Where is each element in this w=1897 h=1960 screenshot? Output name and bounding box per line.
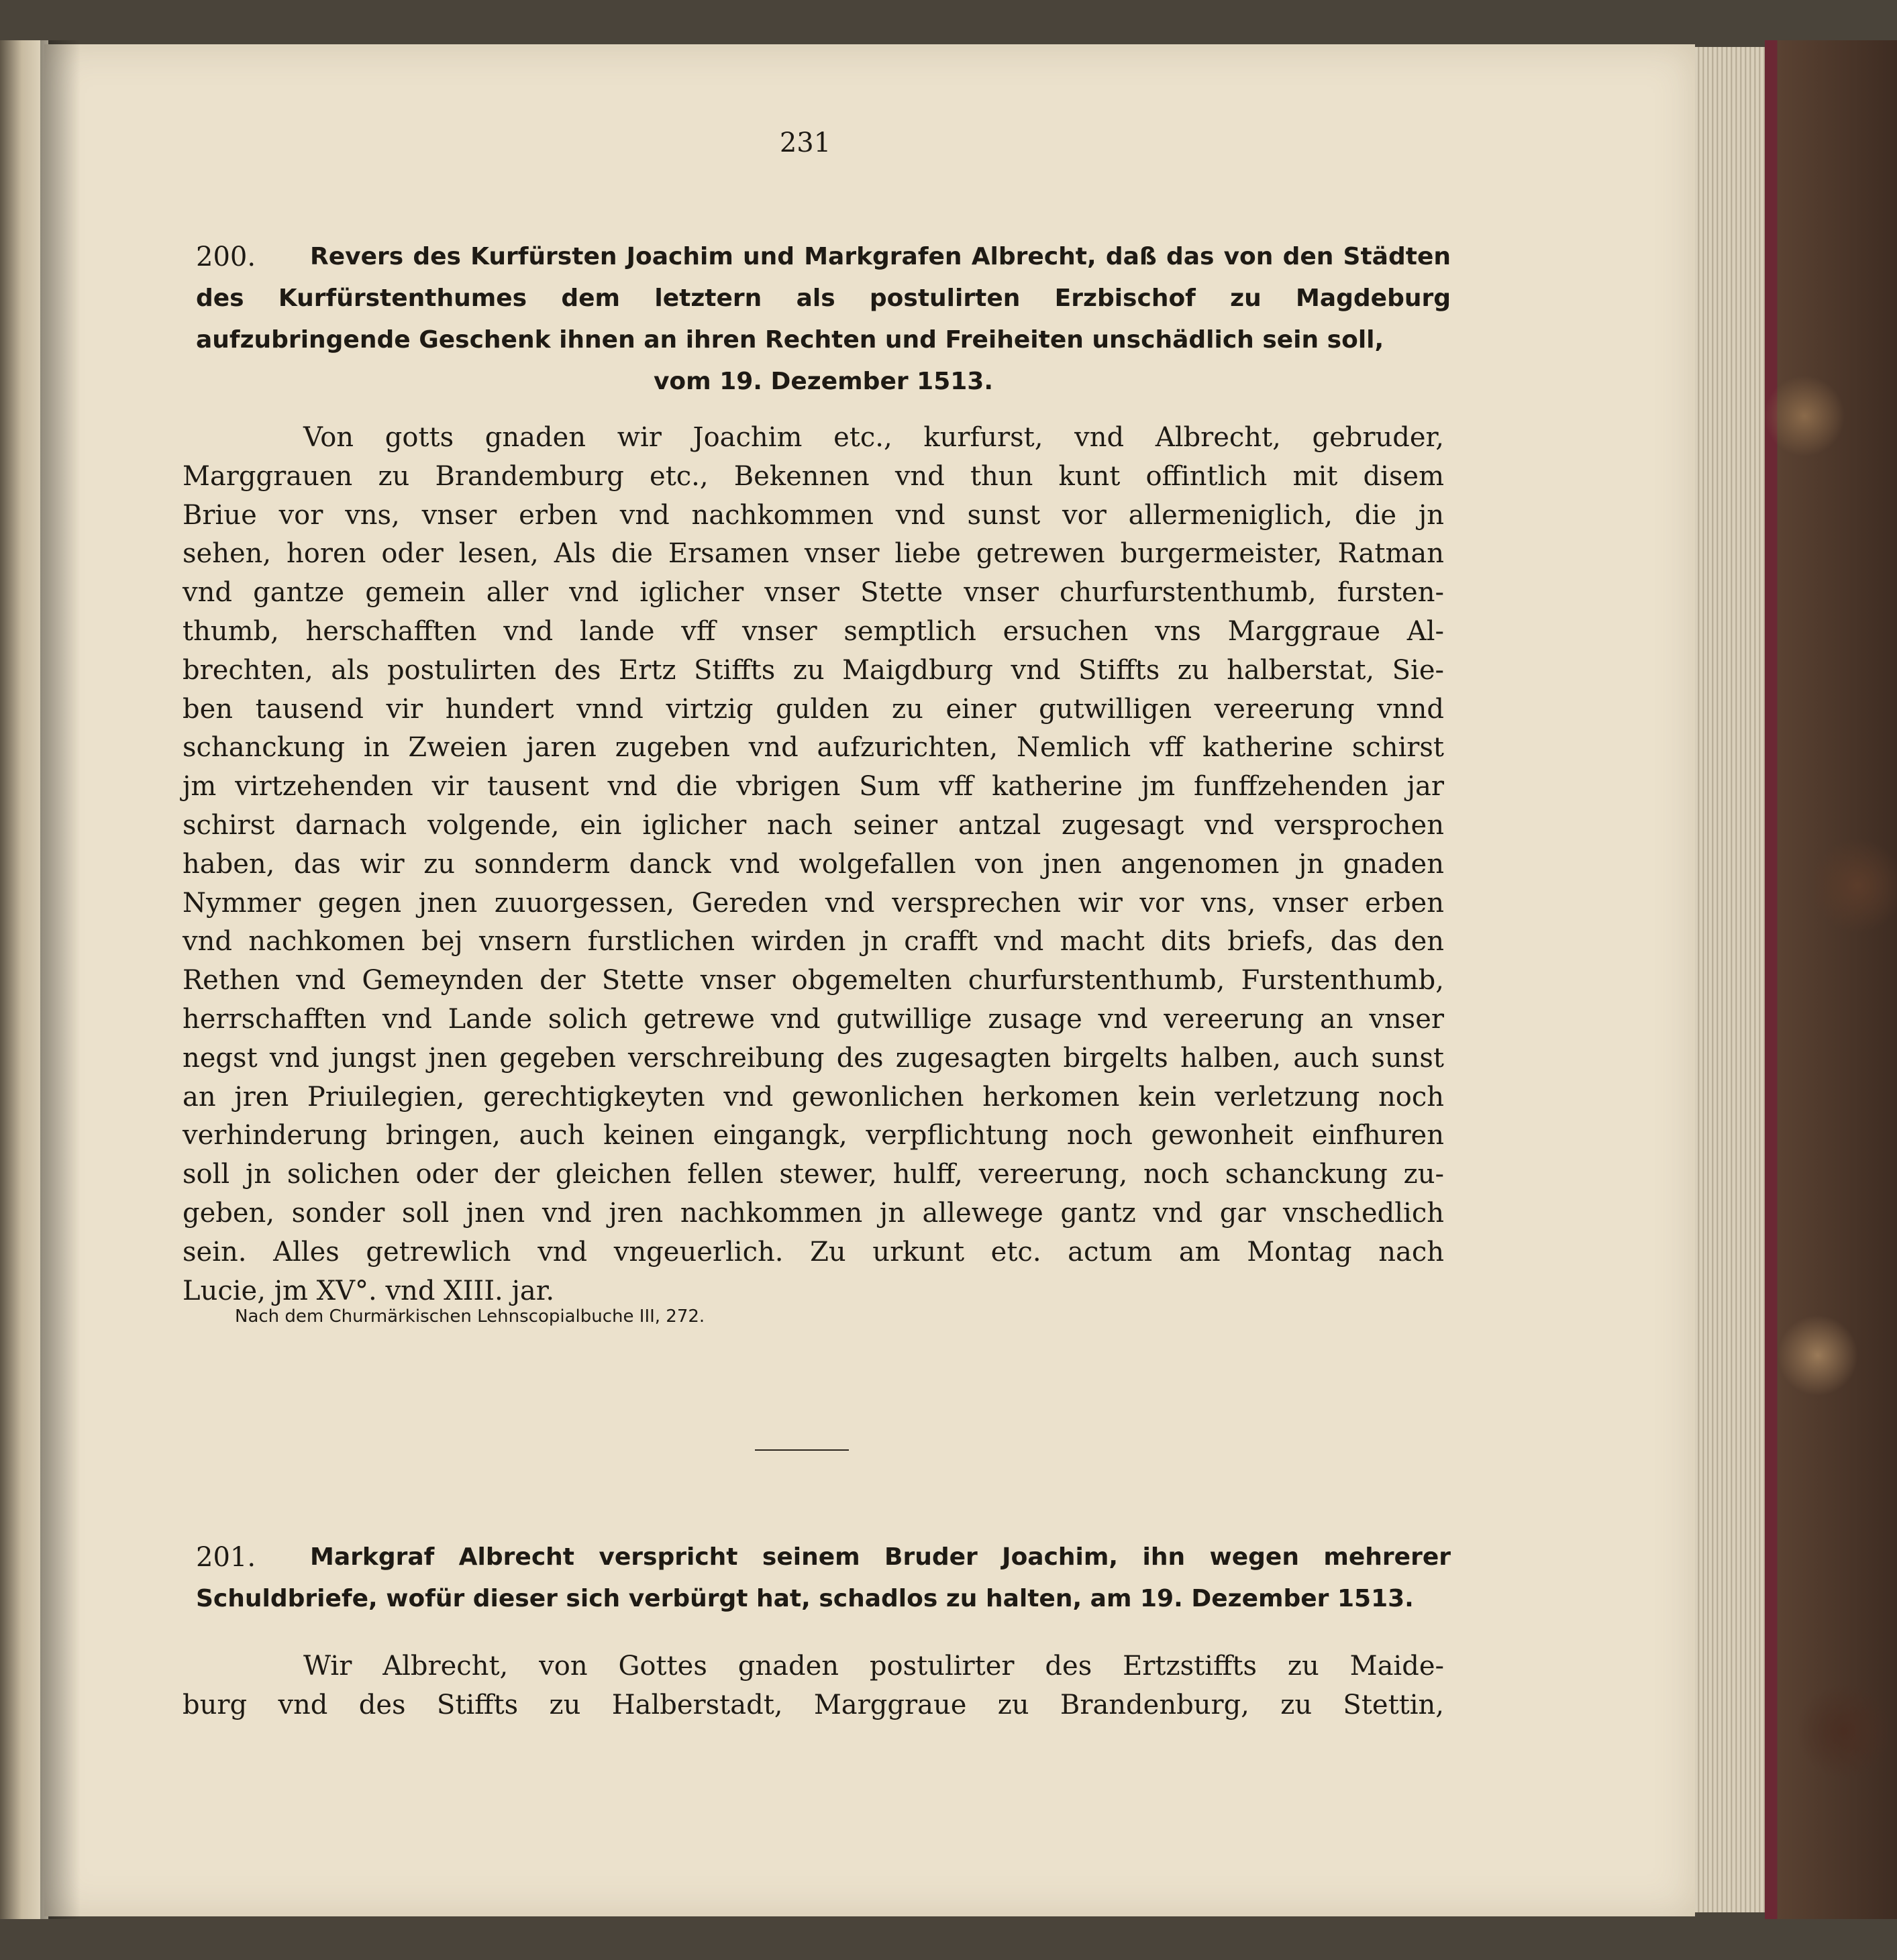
- text-line: haben, das wir zu sonnderm danck vnd wolgefallen von jnen angenomen jn gnaden: [183, 848, 1444, 880]
- text-line: geben, sonder soll jnen vnd jren nachkommen jn allewege gantz vnd gar vnschedlich: [183, 1197, 1444, 1229]
- section-divider: [755, 1449, 849, 1451]
- source-note: Nach dem Churmärkischen Lehnscopialbuche III, 272.: [235, 1306, 705, 1327]
- text-line: Wir Albrecht, von Gottes gnaden postulirter des Ertzstiffts zu Maide-: [303, 1651, 1444, 1682]
- document-200-text: [183, 419, 1444, 1310]
- text-line: schirst darnach volgende, ein iglicher nach seiner antzal zugesagt vnd versprochen: [183, 809, 1444, 841]
- document-number: 200.: [196, 242, 256, 272]
- text-line: negst vnd jungst jnen gegeben verschreibung des zugesagten birgelts halben, auch sunst: [183, 1042, 1444, 1074]
- text-line: jm virtzehenden vir tausent vnd die vbrigen Sum vff katherine jm funffzehenden jar: [183, 771, 1444, 803]
- text-line: vnd nachkomen bej vnsern furstlichen wirden jn crafft vnd macht dits briefs, das den: [183, 926, 1444, 958]
- text-line: thumb, herschafften vnd lande vff vnser semptlich ersuchen vns Marggraue Al-: [183, 615, 1444, 647]
- heading-text: Markgraf Albrecht verspricht seinem Bruder Joachim, ihn wegen mehrerer Schuldbriefe, wofür dieser sich verbürgt hat, schadlos zu halten, am 19. Dezember 1513.: [196, 1543, 1451, 1612]
- gutter-shadow: [40, 40, 81, 1919]
- document-200-heading: [196, 236, 1451, 403]
- page-edges: [1695, 47, 1765, 1912]
- text-line: Von gotts gnaden wir Joachim etc., kurfurst, vnd Albrecht, gebruder,: [303, 422, 1444, 453]
- marbled-binding: [1765, 40, 1897, 1919]
- text-line: burg vnd des Stiffts zu Halberstadt, Marggraue zu Brandenburg, zu Stettin,: [183, 1689, 1444, 1720]
- document-201-heading: [196, 1537, 1451, 1620]
- text-line: vnd gantze gemein aller vnd iglicher vnser Stette vnser churfurstenthumb, fursten-: [183, 577, 1444, 609]
- text-line: Rethen vnd Gemeynden der Stette vnser obgemelten churfurstenthumb, Furstenthumb,: [183, 965, 1444, 996]
- page-number: 231: [779, 127, 831, 158]
- document-number: 201.: [196, 1542, 256, 1573]
- text-line: herrschafften vnd Lande solich getrewe vnd gutwillige zusage vnd vereerung an vnser: [183, 1003, 1444, 1035]
- text-line: soll jn solichen oder der gleichen fellen stewer, hulff, vereerung, noch schanckung zu-: [183, 1159, 1444, 1190]
- text-line: an jren Priuilegien, gerechtigkeyten vnd gewonlichen herkomen kein verletzung noch: [183, 1081, 1444, 1113]
- text-line: schanckung in Zweien jaren zugeben vnd aufzurichten, Nemlich vff katherine schirst: [183, 732, 1444, 764]
- text-line: Lucie, jm XV°. vnd XIII. jar.: [183, 1275, 555, 1306]
- text-line: verhinderung bringen, auch keinen eingangk, verpflichtung noch gewonheit einfhuren: [183, 1120, 1444, 1151]
- text-line: Marggrauen zu Brandemburg etc., Bekennen vnd thun kunt offintlich mit disem: [183, 460, 1444, 492]
- heading-date: vom 19. Dezember 1513.: [653, 368, 994, 395]
- text-line: sein. Alles getrewlich vnd vngeuerlich. Zu urkunt etc. actum am Montag nach: [183, 1236, 1444, 1268]
- text-line: brechten, als postulirten des Ertz Stiffts zu Maigdburg vnd Stiffts zu halberstat, Sie-: [183, 654, 1444, 686]
- text-line: Briue vor vns, vnser erben vnd nachkommen vnd sunst vor allermeniglich, die jn: [183, 499, 1444, 531]
- text-line: sehen, horen oder lesen, Als die Ersamen vnser liebe getrewen burgermeister, Ratman: [183, 538, 1444, 570]
- text-line: ben tausend vir hundert vnnd virtzig gulden zu einer gutwilligen vereerung vnnd: [183, 693, 1444, 725]
- heading-text: Revers des Kurfürsten Joachim und Markgrafen Albrecht, daß das von den Städten des Kurfürstenthumes dem letztern als postulirten Erzbischof zu Magdeburg aufzubringende Geschenk ihnen an ihren Rechten und Freiheiten unschädlich sein soll,: [196, 243, 1451, 354]
- text-line: Nymmer gegen jnen zuuorgessen, Gereden vnd versprechen wir vor vns, vnser erben: [183, 887, 1444, 919]
- document-201-text: [183, 1647, 1444, 1725]
